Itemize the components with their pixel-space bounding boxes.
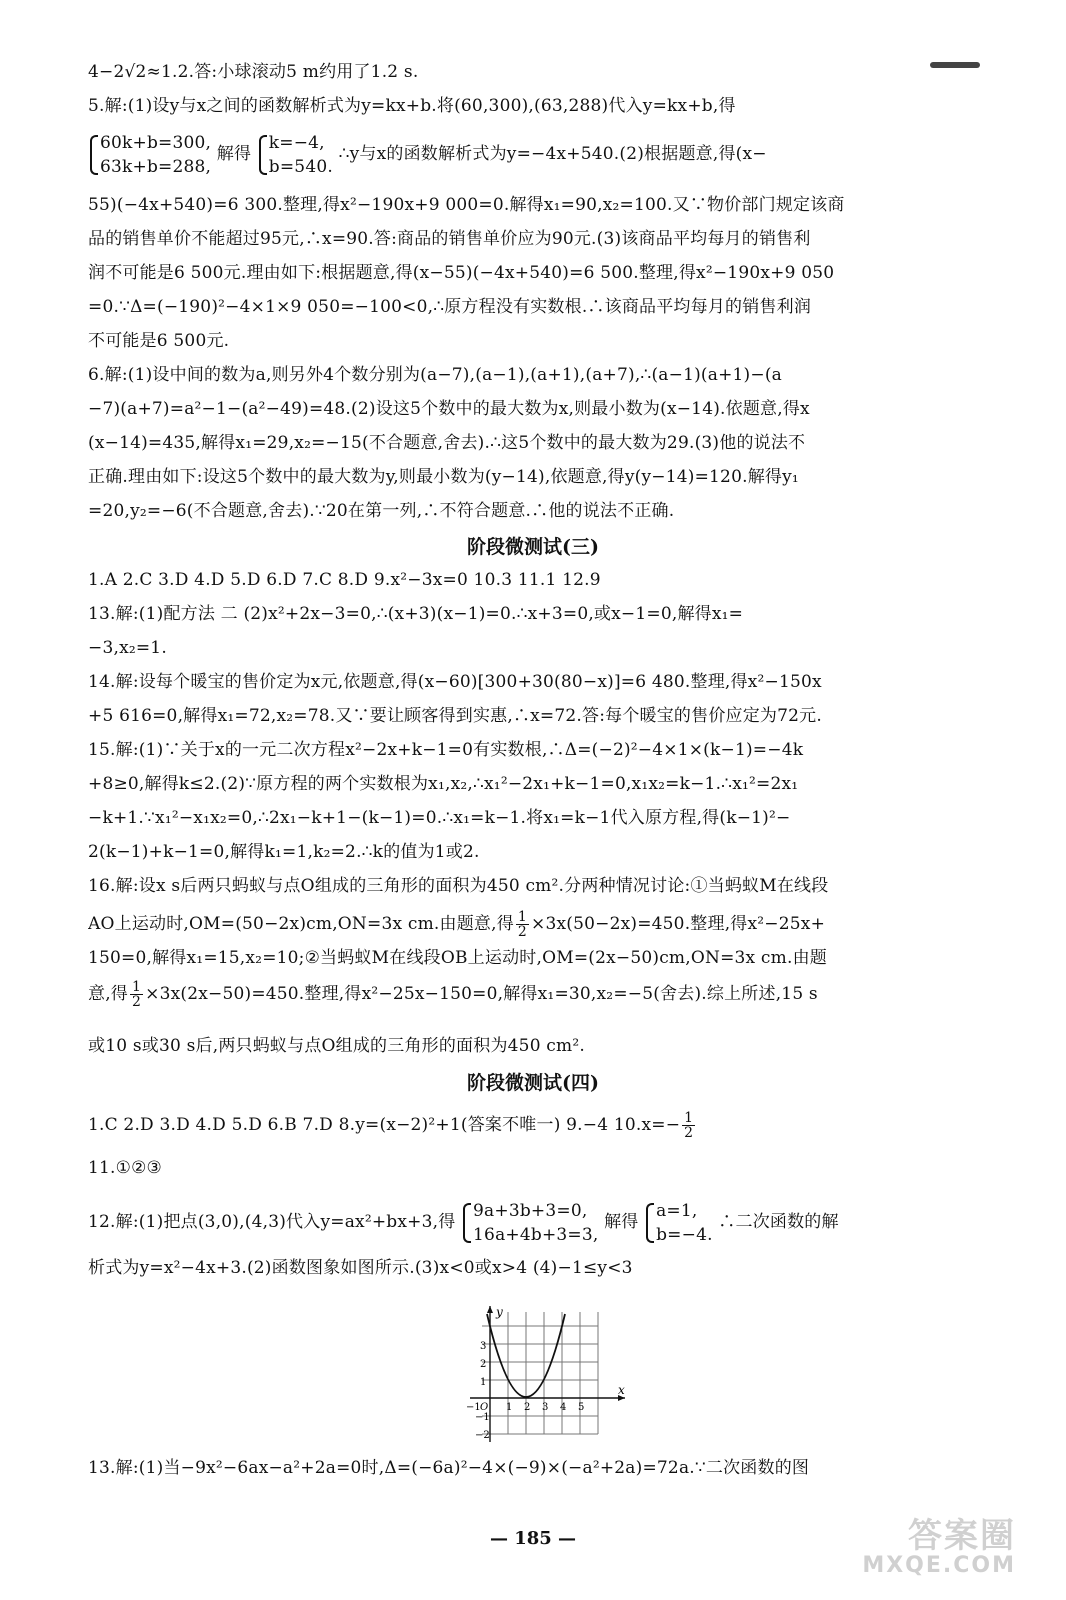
text-line: 14.解:设每个暖宝的售价定为x元,依题意,得(x−60)[300+30(80−x)]=6 480.整理,得x²−150x <box>88 672 822 692</box>
equation-row: b=540. <box>268 156 333 177</box>
text-fragment: ×3x(2x−50)=450.整理,得x²−25x−150=0,解得x₁=30,x₂=−5(舍去).综上所述,15 s <box>145 984 818 1004</box>
grid <box>482 1312 598 1434</box>
equation-row: a=1, <box>656 1200 698 1221</box>
text-fragment: 1.C 2.D 3.D 4.D 5.D 6.B 7.D 8.y=(x−2)²+1(答案不唯一) 9.−4 10.x=− <box>88 1115 681 1135</box>
text-line: =20,y₂=−6(不合题意,舍去).∵20在第一列,∴不符合题意.∴他的说法不正确. <box>88 501 675 521</box>
fraction <box>130 980 143 1009</box>
text-line: −7)(a+7)=a²−1−(a²−49)=48.(2)设这5个数中的最大数为x,则最小数为(x−14).依题意,得x <box>88 399 810 419</box>
section-heading: 阶段微测试(四) <box>467 1072 599 1094</box>
tick-label: −1 <box>466 1402 481 1413</box>
tick-label: 3 <box>542 1402 549 1413</box>
text-line: 正确.理由如下:设这5个数中的最大数为y,则最小数为(y−14),依题意,得y(y−14)=120.解得y₁ <box>88 467 799 487</box>
text-fragment: ∴y与x的函数解析式为y=−4x+540.(2)根据题意,得(x− <box>338 144 767 164</box>
watermark-text: MXQE.COM <box>862 1553 1016 1578</box>
equation-row: 63k+b=288, <box>100 156 212 177</box>
text-fragment: AO上运动时,OM=(50−2x)cm,ON=3x cm.由题意,得 <box>88 914 514 934</box>
text-line: 5.解:(1)设y与x之间的函数解析式为y=kx+b.将(60,300),(63,288)代入y=kx+b,得 <box>88 96 736 116</box>
fraction-numerator: 1 <box>517 909 528 925</box>
text-fragment: 12.解:(1)把点(3,0),(4,3)代入y=ax²+bx+3,得 <box>88 1212 456 1232</box>
text-line-system <box>88 1196 1010 1248</box>
tick-label: 2 <box>524 1402 531 1413</box>
tick-label: 3 <box>480 1341 487 1352</box>
text-line: 或10 s或30 s后,两只蚂蚁与点O组成的三角形的面积为450 cm². <box>88 1036 585 1056</box>
x-axis-label: x <box>618 1383 625 1397</box>
text-line: (x−14)=435,解得x₁=29,x₂=−15(不合题意,舍去).∴这5个数中的最大数为29.(3)他的说法不 <box>88 433 806 453</box>
text-line <box>88 978 1010 1010</box>
tick-label: 2 <box>480 1359 487 1370</box>
tick-label: 1 <box>480 1377 487 1388</box>
text-line: 品的销售单价不能超过95元,∴x=90.答:商品的销售单价应为90元.(3)该商品平均每月的销售利 <box>88 229 811 249</box>
tick-label: 4 <box>560 1402 567 1413</box>
equation-row: 16a+4b+3=3, <box>473 1224 599 1245</box>
fraction-numerator: 1 <box>132 979 142 995</box>
equation-system <box>461 1199 598 1247</box>
solution-system <box>644 1199 713 1247</box>
text-line: 150=0,解得x₁=15,x₂=10;②当蚂蚁M在线段OB上运动时,OM=(2x−50)cm,ON=3x cm.由题 <box>88 948 827 968</box>
watermark-text: 答案圈 <box>908 1516 1016 1556</box>
text-fragment: 意,得 <box>88 984 129 1004</box>
text-line: +5 616=0,解得x₁=72,x₂=78.又∵要让顾客得到实惠,∴x=72.答:每个暖宝的售价应定为72元. <box>88 706 822 726</box>
text-line <box>88 908 1010 940</box>
fraction <box>682 1111 695 1140</box>
text-line: 15.解:(1)∵关于x的一元二次方程x²−2x+k−1=0有实数根,∴Δ=(−2)²−4×1×(k−1)=−4k <box>88 740 804 760</box>
fraction-denominator: 2 <box>517 924 528 940</box>
fraction-denominator: 2 <box>132 994 142 1010</box>
text-line: 6.解:(1)设中间的数为a,则另外4个数分别为(a−7),(a−1),(a+1),(a+7),∴(a−1)(a+1)−(a <box>88 365 782 385</box>
fraction <box>516 910 529 939</box>
text-line: 13.解:(1)配方法 二 (2)x²+2x−3=0,∴(x+3)(x−1)=0.∴x+3=0,或x−1=0,解得x₁= <box>88 604 744 624</box>
text-line: 1.A 2.C 3.D 4.D 5.D 6.D 7.C 8.D 9.x²−3x=0 10.3 11.1 12.9 <box>88 570 601 590</box>
equation-row: 9a+3b+3=0, <box>473 1200 588 1221</box>
text-line-system <box>88 128 1010 180</box>
text-line: 16.解:设x s后两只蚂蚁与点O组成的三角形的面积为450 cm².分两种情况讨论:①当蚂蚁M在线段 <box>88 876 829 896</box>
text-line: 13.解:(1)当−9x²−6ax−a²+2a=0时,Δ=(−6a)²−4×(−9)×(−a²+2a)=72a.∵二次函数的图 <box>88 1458 810 1478</box>
watermark <box>846 1508 1026 1578</box>
y-axis-label: y <box>496 1305 503 1319</box>
text-line: 4−2√2≈1.2.答:小球滚动5 m约用了1.2 s. <box>88 62 419 82</box>
fraction-numerator: 1 <box>684 1110 694 1126</box>
tick-label: 1 <box>506 1402 513 1413</box>
text-fragment: ×3x(50−2x)=450.整理,得x²−25x+ <box>531 914 826 934</box>
equation-system <box>88 131 211 179</box>
equation-row: 60k+b=300, <box>100 132 212 153</box>
solve-label: 解得 <box>216 144 252 164</box>
text-line: 55)(−4x+540)=6 300.整理,得x²−190x+9 000=0.解得x₁=90,x₂=100.又∵物价部门规定该商 <box>88 195 845 215</box>
tick-label: −1 <box>475 1412 490 1423</box>
equation-row: k=−4, <box>268 132 325 153</box>
fraction-denominator: 2 <box>684 1125 694 1141</box>
y-axis-arrow <box>487 1306 493 1313</box>
text-line: 2(k−1)+k−1=0,解得k₁=1,k₂=2.∴k的值为1或2. <box>88 842 480 862</box>
text-line: =0.∵Δ=(−190)²−4×1×9 050=−100<0,∴原方程没有实数根.∴该商品平均每月的销售利润 <box>88 297 812 317</box>
text-fragment: ∴二次函数的解 <box>718 1212 839 1232</box>
text-line: −3,x₂=1. <box>88 638 167 658</box>
origin-label: O <box>480 1402 489 1413</box>
text-line: −k+1.∵x₁²−x₁x₂=0,∴2x₁−k+1−(k−1)=0.∴x₁=k−1.将x₁=k−1代入原方程,得(k−1)²− <box>88 808 791 828</box>
solve-label: 解得 <box>604 1212 639 1232</box>
parabola-graph <box>460 1304 635 1444</box>
section-heading: 阶段微测试(三) <box>467 536 599 558</box>
equation-row: b=−4. <box>656 1224 713 1245</box>
text-line <box>88 1108 1010 1142</box>
text-line: 11.①②③ <box>88 1158 162 1178</box>
tick-label: 5 <box>578 1402 585 1413</box>
solution-system <box>257 131 333 179</box>
tick-label: −2 <box>475 1430 490 1441</box>
page-number: — 185 — <box>489 1528 577 1549</box>
text-line: 不可能是6 500元. <box>88 331 230 351</box>
text-line: 润不可能是6 500元.理由如下:根据题意,得(x−55)(−4x+540)=6 500.整理,得x²−190x+9 050 <box>88 263 835 283</box>
text-line: +8≥0,解得k≤2.(2)∵原方程的两个实数根为x₁,x₂,∴x₁²−2x₁+k−1=0,x₁x₂=k−1.∴x₁²=2x₁ <box>88 774 799 794</box>
text-line: 析式为y=x²−4x+3.(2)函数图象如图所示.(3)x<0或x>4 (4)−1≤y<3 <box>88 1258 633 1278</box>
